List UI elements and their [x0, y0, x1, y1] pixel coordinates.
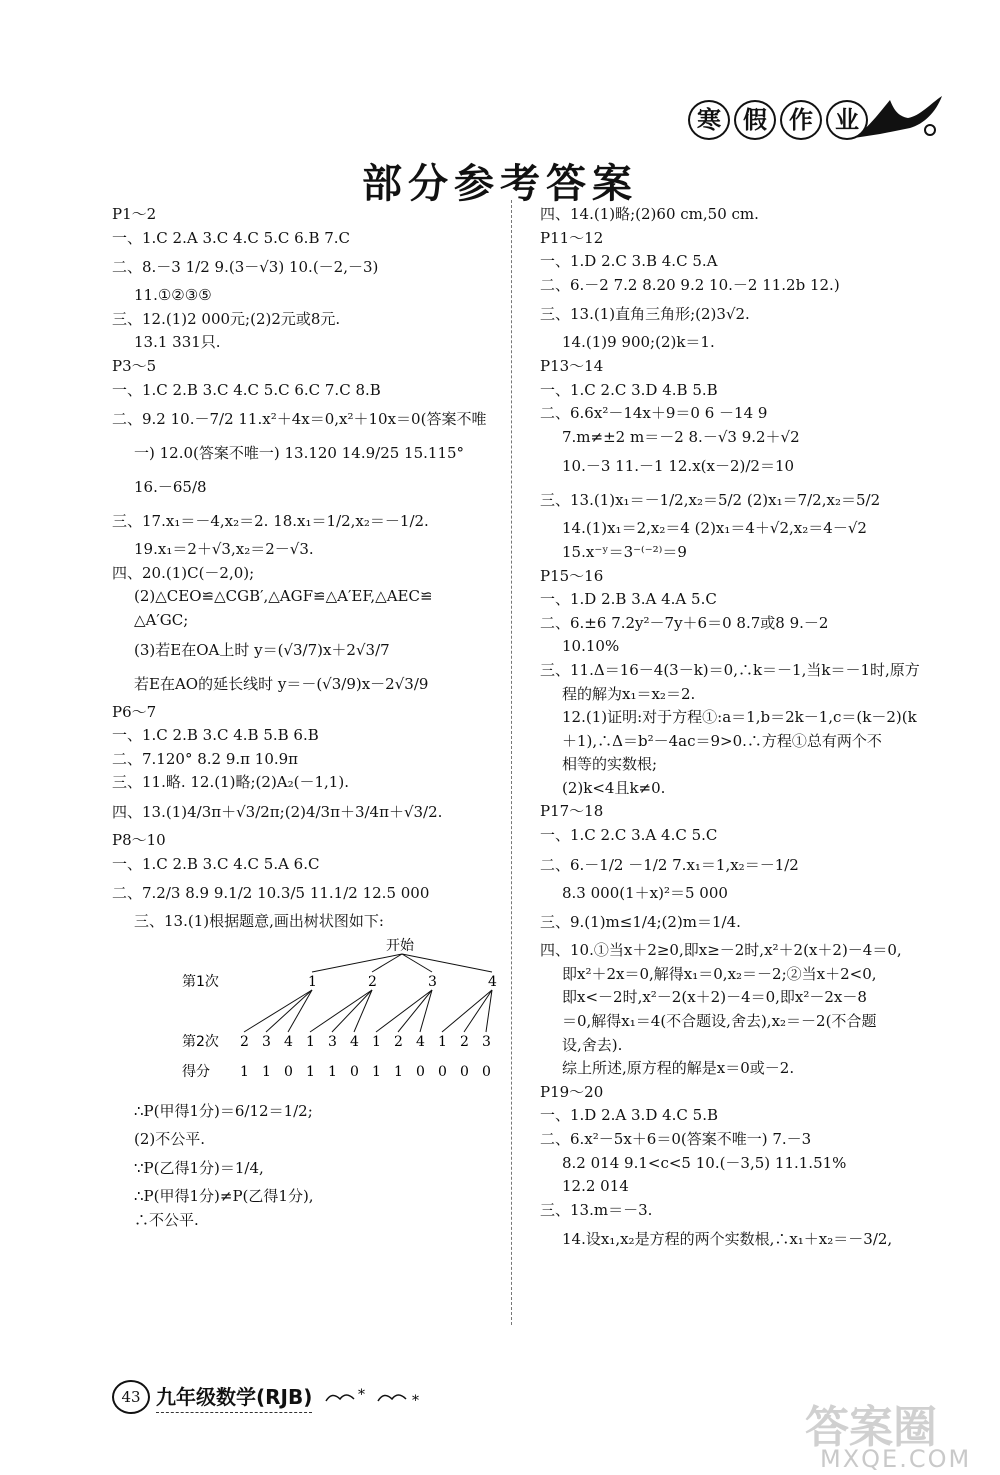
left-answer-line: P3～5 [112, 356, 157, 375]
tree-branch [402, 954, 492, 972]
left-answer-line: 三、17.x₁＝－4,x₂＝2. 18.x₁＝1/2,x₂＝－1/2. [112, 512, 429, 531]
right-answer-line: 二、6.－2 7.2 8.20 9.2 10.－2 11.2b 12.) [540, 275, 840, 294]
right-answer-line: 一、1.D 2.B 3.A 4.A 5.C [540, 590, 717, 609]
left-answer-line: △A′GC; [134, 610, 189, 629]
tree-score: 0 [460, 1063, 469, 1080]
left-answer-line: 三、11.略. 12.(1)略;(2)A₂(－1,1). [112, 773, 349, 792]
tree-diagram [182, 936, 512, 1086]
left-answer-line: 三、12.(1)2 000元;(2)2元或8元. [112, 309, 341, 328]
tree-score: 0 [350, 1063, 359, 1080]
left-answer-line: 一、1.C 2.A 3.C 4.C 5.C 6.B 7.C [112, 228, 351, 247]
tree-node-2: 2 [240, 1033, 249, 1050]
swallow-icon [850, 86, 945, 146]
right-answer-line: P11～12 [540, 228, 604, 247]
tree-score: 1 [372, 1063, 381, 1080]
right-answer-line: 即x²＋2x＝0,解得x₁＝0,x₂＝－2;②当x＋2<0, [562, 964, 877, 983]
left-answer-line: (2)不公平. [134, 1129, 206, 1148]
svg-text:*: * [412, 1393, 420, 1409]
left-answer-line: 二、7.2/3 8.9 9.1/2 10.3/5 11.1/2 12.5 000 [112, 884, 430, 903]
tree-node-2: 1 [306, 1033, 315, 1050]
tree-score: 1 [262, 1063, 271, 1080]
right-answer-line: ＋1),∴Δ＝b²－4ac＝9>0.∴方程①总有两个不 [562, 731, 882, 750]
right-answer-line: 相等的实数根; [562, 755, 658, 774]
right-answer-line: 14.(1)x₁＝2,x₂＝4 (2)x₁＝4＋√2,x₂＝4－√2 [562, 519, 867, 538]
right-answer-line: 12.(1)证明:对于方程①:a＝1,b＝2k－1,c＝(k－2)(k [562, 708, 917, 727]
right-answer-line: 一、1.D 2.C 3.B 4.C 5.A [540, 252, 718, 271]
tree-score: 0 [438, 1063, 447, 1080]
right-answer-line: 三、13.(1)x₁＝－1/2,x₂＝5/2 (2)x₁＝7/2,x₂＝5/2 [540, 491, 881, 510]
right-answer-line: 三、13.m＝－3. [540, 1200, 653, 1219]
column-divider [511, 200, 513, 1325]
badge-char: 作 [780, 100, 822, 140]
tree-node-2: 3 [328, 1033, 337, 1050]
left-answer-line: 13.1 331只. [134, 333, 221, 352]
left-answer-line: 二、8.－3 1/2 9.(3－√3) 10.(－2,－3) [112, 258, 379, 277]
left-answer-line: P1～2 [112, 205, 157, 223]
tree-start: 开始 [386, 937, 414, 954]
right-answer-line: 程的解为x₁＝x₂＝2. [562, 684, 696, 703]
left-answer-line: 一) 12.0(答案不唯一) 13.120 14.9/25 15.115° [134, 444, 465, 463]
left-answer-line: ∵P(乙得1分)＝1/4, [134, 1159, 264, 1178]
tree-node-1: 4 [488, 973, 497, 990]
right-answer-line: 8.3 000(1＋x)²＝5 000 [562, 883, 728, 902]
left-answer-line: 二、9.2 10.－7/2 11.x²＋4x＝0,x²＋10x＝0(答案不唯 [112, 410, 487, 429]
tree-branch [464, 990, 492, 1032]
left-answer-line: 四、20.(1)C(－2,0); [112, 563, 255, 582]
tree-node-2: 1 [372, 1033, 381, 1050]
left-answer-line: 11.①②③⑤ [134, 286, 212, 305]
right-answer-line: 10.10% [562, 637, 620, 656]
right-answer-line: 二、6.－1/2 －1/2 7.x₁＝1,x₂＝－1/2 [540, 855, 799, 874]
right-answer-line: P17～18 [540, 802, 604, 821]
left-answer-line: 二、7.120° 8.2 9.π 10.9π [112, 749, 299, 768]
page-number: 43 [112, 1380, 150, 1414]
left-answer-line: (2)△CEO≌△CGB′,△AGF≌△A′EF,△AEC≌ [134, 587, 433, 606]
right-answer-line: 15.x⁻ʸ＝3⁻⁽⁻²⁾＝9 [562, 542, 687, 561]
right-answer-line: P19～20 [540, 1082, 604, 1101]
right-answer-line: 设,舍去). [562, 1035, 623, 1054]
left-answer-line: 一、1.C 2.B 3.C 4.C 5.A 6.C [112, 854, 320, 873]
tree-score: 1 [306, 1063, 315, 1080]
right-answer-line: 综上所述,原方程的解是x＝0或－2. [562, 1059, 795, 1078]
cloud-decoration-icon [318, 1385, 428, 1409]
left-column [112, 203, 507, 1232]
tree-node-2: 2 [394, 1033, 403, 1050]
left-answer-line: P6～7 [112, 702, 157, 721]
tree-branch [376, 990, 432, 1032]
tree-node-1: 2 [368, 973, 377, 990]
footer-title: 九年级数学(RJB) [156, 1381, 312, 1413]
tree-score: 0 [416, 1063, 425, 1080]
badge-char: 业 [826, 100, 868, 140]
tree-row2-label: 第2次 [182, 1033, 219, 1050]
left-answer-line: ∴不公平. [134, 1210, 199, 1229]
page-title: 部分参考答案 [362, 161, 638, 207]
right-answer-line: 10.－3 11.－1 12.x(x－2)/2＝10 [562, 457, 795, 476]
right-answer-line: 四、14.(1)略;(2)60 cm,50 cm. [540, 205, 759, 223]
tree-branch [398, 990, 432, 1032]
right-answer-line: ＝0,解得x₁＝4(不合题设,舍去),x₂＝－2(不合题 [562, 1012, 877, 1031]
tree-node-2: 2 [460, 1033, 469, 1050]
left-answer-line: 三、13.(1)根据题意,画出树状图如下: [134, 912, 384, 931]
left-answer-line: 19.x₁＝2＋√3,x₂＝2－√3. [134, 540, 314, 559]
right-answer-line: 即x<－2时,x²－2(x＋2)－4＝0,即x²－2x－8 [562, 988, 867, 1007]
tree-score: 1 [394, 1063, 403, 1080]
tree-node-1: 3 [428, 973, 437, 990]
right-answer-line: 7.m≠±2 m＝－2 8.－√3 9.2＋√2 [562, 427, 800, 446]
tree-score: 0 [284, 1063, 293, 1080]
tree-node-2: 4 [416, 1033, 425, 1050]
right-answer-line: P15～16 [540, 566, 604, 585]
tree-branch [266, 990, 312, 1032]
tree-node-1: 1 [308, 973, 317, 990]
right-answer-line: P13～14 [540, 356, 604, 375]
right-answer-line: 12.2 014 [562, 1177, 629, 1196]
right-answer-line: 14.设x₁,x₂是方程的两个实数根,∴x₁＋x₂＝－3/2, [562, 1230, 893, 1249]
right-answer-line: 14.(1)9 900;(2)k＝1. [562, 333, 715, 352]
tree-row1-label: 第1次 [182, 973, 219, 990]
right-answer-line: 三、13.(1)直角三角形;(2)3√2. [540, 305, 750, 324]
tree-node-2: 3 [482, 1033, 491, 1050]
badge-char: 寒 [688, 100, 730, 140]
tree-branch [420, 990, 432, 1032]
right-answer-line: 8.2 014 9.1<c<5 10.(－3,5) 11.1.51% [562, 1153, 847, 1172]
watermark-url: MXQE.COM [820, 1445, 972, 1473]
right-answer-line: 一、1.C 2.C 3.D 4.B 5.B [540, 380, 718, 399]
tree-branch [442, 990, 492, 1032]
tree-node-2: 4 [350, 1033, 359, 1050]
tree-branch [312, 954, 402, 972]
right-answer-line: 二、6.x²－5x＋6＝0(答案不唯一) 7.－3 [540, 1130, 812, 1148]
svg-text:*: * [358, 1387, 366, 1403]
tree-score: 1 [240, 1063, 249, 1080]
left-answer-line: ∴P(甲得1分)＝6/12＝1/2; [134, 1101, 313, 1120]
tree-branch [244, 990, 312, 1032]
badge-char: 假 [734, 100, 776, 140]
right-answer-line: 三、11.Δ＝16－4(3－k)＝0,∴k＝－1,当k＝－1时,原方 [540, 660, 920, 679]
tree-score-label: 得分 [182, 1063, 210, 1080]
tree-node-2: 3 [262, 1033, 271, 1050]
right-answer-line: 二、6.±6 7.2y²－7y＋6＝0 8.7或8 9.－2 [540, 613, 829, 632]
tree-score: 1 [328, 1063, 337, 1080]
right-answer-line: (2)k<4且k≠0. [562, 778, 666, 797]
tree-branch [288, 990, 312, 1032]
left-answer-line: 四、13.(1)4/3π＋√3/2π;(2)4/3π＋3/4π＋√3/2. [112, 802, 443, 821]
right-answer-line: 四、10.①当x＋2≥0,即x≥－2时,x²＋2(x＋2)－4＝0, [540, 941, 902, 960]
svg-text:答案圈: 答案圈 [805, 1402, 937, 1450]
left-answer-line: ∴P(甲得1分)≠P(乙得1分), [134, 1187, 314, 1206]
left-answer-line: 16.－65/8 [134, 478, 207, 497]
tree-node-2: 4 [284, 1033, 293, 1050]
left-answer-line: 一、1.C 2.B 3.C 4.C 5.C 6.C 7.C 8.B [112, 380, 381, 399]
tree-branch [332, 990, 372, 1032]
header-badge [688, 100, 868, 140]
right-answer-line: 二、6.6x²－14x＋9＝0 6 －14 9 [540, 404, 768, 423]
right-column [540, 203, 935, 1256]
page-footer [112, 1380, 428, 1414]
left-answer-line: (3)若E在OA上时 y＝(√3/7)x＋2√3/7 [134, 640, 390, 659]
tree-node-2: 1 [438, 1033, 447, 1050]
right-answer-line: 一、1.C 2.C 3.A 4.C 5.C [540, 826, 718, 845]
right-answer-line: 一、1.D 2.A 3.D 4.C 5.B [540, 1106, 719, 1125]
tree-score: 0 [482, 1063, 491, 1080]
left-answer-line: 若E在AO的延长线时 y＝－(√3/9)x－2√3/9 [134, 674, 429, 693]
left-answer-line: 一、1.C 2.B 3.C 4.B 5.B 6.B [112, 726, 319, 745]
right-answer-line: 三、9.(1)m≤1/4;(2)m＝1/4. [540, 913, 741, 932]
tree-branch [486, 990, 492, 1032]
left-answer-line: P8～10 [112, 830, 166, 849]
